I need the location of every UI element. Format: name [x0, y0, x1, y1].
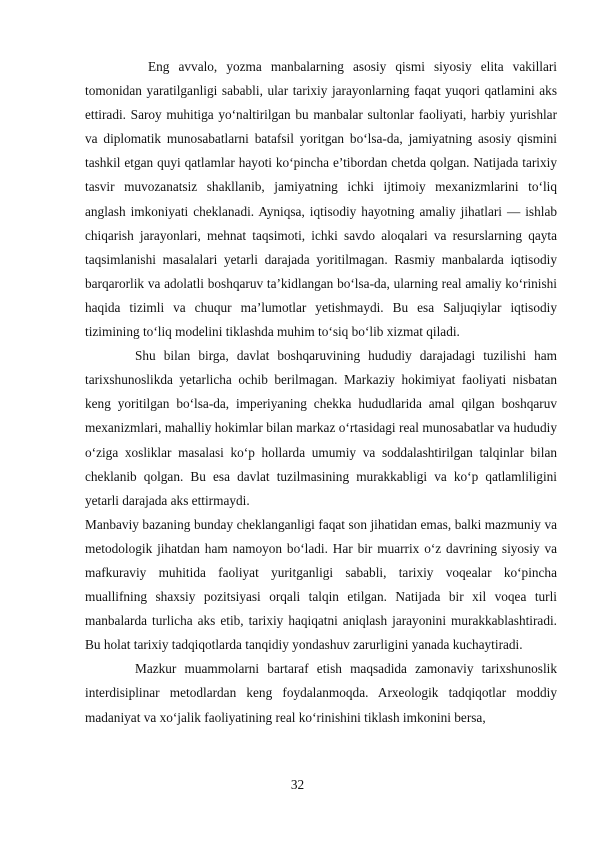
paragraph-3: Manbaviy bazaning bunday cheklanganligi faqat son jihatidan emas, balki mazmuniy va metodologik jihatdan ham namoyon bo‘ladi. Har bir muarrix o‘z davrining siyosiy va mafkuraviy muhitida faoliyat yuritganligi sababli, tarixiy voqealar ko‘pincha muallifning shaxsiy pozitsiyasi orqali talqin etilgan. Natijada bir xil voqea turli manbalarda turlicha aks etib, tarixiy haqiqatni aniqlash jarayonini murakkablashtiradi. Bu holat tarixiy tadqiqotlarda tanqidiy yondashuv zarurligini yanada kuchaytiradi.	[85, 516, 557, 653]
body-text	[85, 55, 557, 730]
page-number: 32	[290, 777, 305, 792]
paragraph-4: Mazkur muammolarni bartaraf etish maqsadida zamonaviy tarixshunoslik interdisiplinar metodlardan keng foydalanmoqda. Arxeologik tadqiqotlar moddiy madaniyat va xo‘jalik faoliyatining real ko‘rinishini tiklash imkonini bersa,	[85, 661, 557, 725]
paragraph-1: Eng avvalo, yozma manbalarning asosiy qismi siyosiy elita vakillari tomonidan yaratilganligi sababli, ular tarixiy jarayonlarning faqat yuqori qatlamini aks ettiradi. Saroy muhitiga yo‘naltirilgan bu manbalar sultonlar faoliyati, harbiy yurishlar va diplomatik munosabatlarni batafsil yoritgan bo‘lsa-da, jamiyatning asosiy qismini tashkil etgan quyi qatlamlar hayoti ko‘pincha e’tibordan chetda qolgan. Natijada tarixiy tasvir muvozanatsiz shakllanib, jamiyatning ichki ijtimoiy mexanizmlarini to‘liq anglash imkoniyati cheklanadi. Ayniqsa, iqtisodiy hayotning amaliy jihatlari — ishlab chiqarish jarayonlari, mehnat taqsimoti, ichki savdo aloqalari va resurslarning qayta taqsimlanishi masalalari yetarli darajada yoritilmagan. Rasmiy manbalarda iqtisodiy barqarorlik va adolatli boshqaruv ta’kidlangan bo‘lsa-da, ularning real amaliy ko‘rinishi haqida tizimli va chuqur ma’lumotlar yetishmaydi. Bu esa Saljuqiylar iqtisodiy tizimining to‘liq modelini tiklashda muhim to‘siq bo‘lib xizmat qiladi.	[85, 59, 557, 340]
paragraph-2: Shu bilan birga, davlat boshqaruvining hududiy darajadagi tuzilishi ham tarixshunoslikda yetarlicha ochib berilmagan. Markaziy hokimiyat faoliyati nisbatan keng yoritilgan bo‘lsa-da, imperiyaning chekka hududlarida amal qilgan boshqaruv mexanizmlari, mahalliy hokimlar bilan markaz o‘rtasidagi real munosabatlar va hududiy o‘ziga xosliklar masalasi ko‘p hollarda umumiy va soddalashtirilgan talqinlar bilan cheklanib qolgan. Bu esa davlat tuzilmasining murakkabligi va ko‘p qatlamliligini yetarli darajada aks ettirmaydi.	[85, 348, 557, 508]
